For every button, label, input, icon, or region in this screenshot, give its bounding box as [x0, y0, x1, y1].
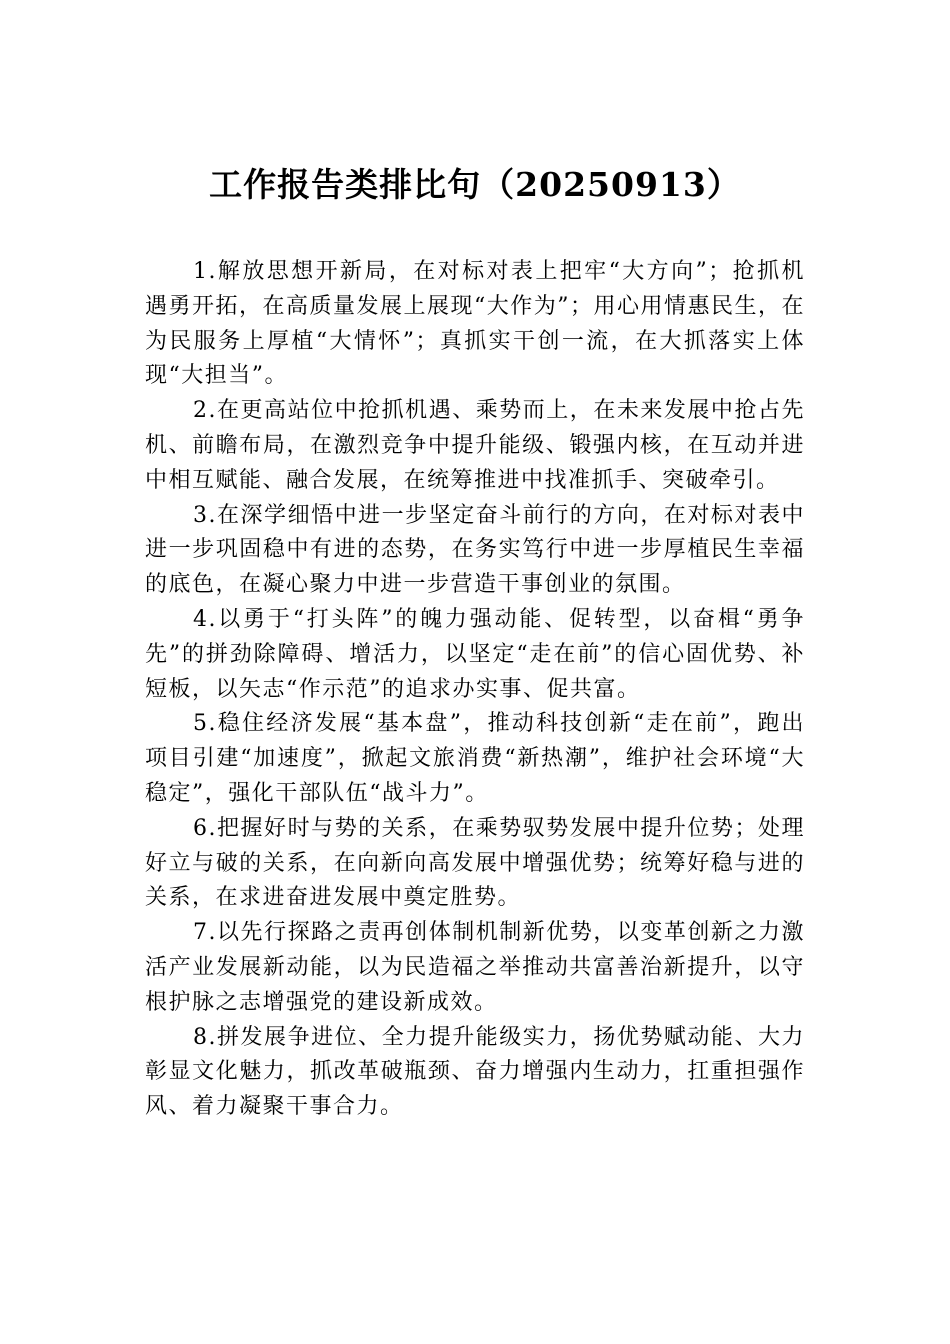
- paragraph-3: 3.在深学细悟中进一步坚定奋斗前行的方向，在对标对表中进一步巩固稳中有进的态势，在务实笃行中进一步厚植民生幸福的底色，在凝心聚力中进一步营造干事创业的氛围。: [145, 502, 805, 598]
- paragraph-6: 6.把握好时与势的关系，在乘势驭势发展中提升位势；处理好立与破的关系，在向新向高发展中增强优势；统筹好稳与进的关系，在求进奋进发展中奠定胜势。: [145, 815, 805, 911]
- paragraph-7: 7.以先行探路之责再创体制机制新优势，以变革创新之力激活产业发展新动能，以为民造福之举推动共富善治新提升，以守根护脉之志增强党的建设新成效。: [145, 920, 805, 1015]
- paragraph-4: 4.以勇于“打头阵”的魄力强动能、促转型，以奋楫“勇争先”的拼劲除障碍、增活力，以坚定“走在前”的信心固优势、补短板，以矢志“作示范”的追求办实事、促共富。: [145, 606, 805, 702]
- paragraph-2: 2.在更高站位中抢抓机遇、乘势而上，在未来发展中抢占先机、前瞻布局，在激烈竞争中提升能级、锻强内核，在互动并进中相互赋能、融合发展，在统筹推进中找准抓手、突破牵引。: [145, 398, 805, 493]
- paragraph-1: 1.解放思想开新局，在对标对表上把牢“大方向”；抢抓机遇勇开拓，在高质量发展上展现“大作为”；用心用情惠民生，在为民服务上厚植“大情怀”；真抓实干创一流，在大抓落实上体现“大担当”。: [145, 259, 805, 389]
- document-body: [145, 255, 805, 1125]
- document-title: 工作报告类排比句（20250913）: [209, 165, 741, 204]
- paragraph-8: 8.拼发展争进位、全力提升能级实力，扬优势赋动能、大力彰显文化魅力，抓改革破瓶颈、奋力增强内生动力，扛重担强作风、着力凝聚干事合力。: [145, 1024, 805, 1120]
- paragraph-5: 5.稳住经济发展“基本盘”，推动科技创新“走在前”，跑出项目引建“加速度”，掀起文旅消费“新热潮”，维护社会环境“大稳定”，强化干部队伍“战斗力”。: [145, 711, 805, 806]
